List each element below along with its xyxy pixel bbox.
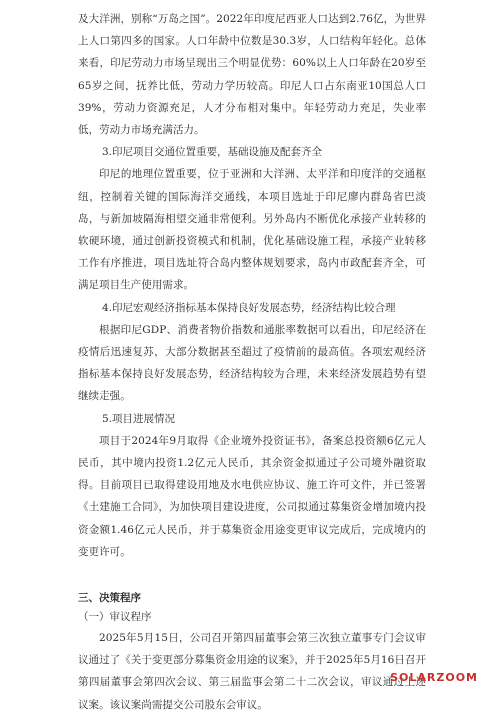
- paragraph-macro-economy: 根据印尼GDP、消费者物价指数和通胀率数据可以看出，印尼经济在疫情后迅速复苏，大部分数据甚至超过了疫情前的最高值。各项宏观经济指标基本保持良好发展态势，经济结构较为合理，未来经济发展趋势有望继续走强。: [78, 323, 426, 403]
- paragraph-transport: 印尼的地理位置重要，位于亚洲和大洋洲、太平洋和印度洋的交通枢纽，控制着关键的国际海洋交通线，本项目选址于印尼廖内群岛省巴淡岛，与新加坡隔海相望交通非常便利。另外岛内不断优化承接产业转移的软硬环境，通过创新投资模式和机制，优化基础设施工程，承接产业转移工作有序推进，项目选址符合岛内整体规划要求，岛内市政配套齐全，可满足项目生产使用需求。: [78, 168, 426, 292]
- section-title-decision: 三、决策程序: [78, 592, 141, 605]
- heading-transport: 3.印尼项目交通位置重要，基础设施及配套齐全: [102, 146, 323, 159]
- solarzoom-watermark: SOLARZOOM: [390, 671, 478, 684]
- heading-macro-economy: 4.印尼宏观经济指标基本保持良好发展态势，经济结构比较合理: [102, 301, 396, 314]
- paragraph-population: 及大洋洲，别称“万岛之国”。2022年印度尼西亚人口达到2.76亿，为世界上人口第四多的国家。人口年龄中位数是30.3岁，人口结构年轻化。总体来看，印尼劳动力市场呈现出三个明显优势：60%以上人口年龄在20岁至65岁之间，抚养比低，劳动力学历较高。印尼人口占东南亚10国总人口39%，劳动力资源充足，人才分布相对集中。年轻劳动力充足，失业率低，劳动力市场充满活力。: [78, 13, 426, 137]
- paragraph-progress: 项目于2024年9月取得《企业境外投资证书》，备案总投资额6亿元人民币，其中境内投资1.2亿元人民币，其余资金拟通过子公司境外融资取得。目前项目已取得建设用地及水电供应协议、施工许可文件，并已签署《土建施工合同》，为加快项目建设进度，公司拟通过募集资金增加境内投资金额1.46亿元人民币，并于募集资金用途变更审议完成后，完成境内的变更许可。: [78, 434, 426, 558]
- paragraph-review: 2025年5月15日，公司召开第四届董事会第三次独立董事专门会议审议通过了《关于变更部分募集资金用途的议案》，并于2025年5月16日召开第四届董事会第四次会议、第三届监事会第二十二次会议，审议通过上述议案。该议案尚需提交公司股东会审议。: [78, 632, 426, 711]
- subsection-title-review: （一）审议程序: [78, 611, 152, 624]
- document-body: [78, 8, 426, 716]
- heading-progress: 5.项目进展情况: [102, 412, 176, 425]
